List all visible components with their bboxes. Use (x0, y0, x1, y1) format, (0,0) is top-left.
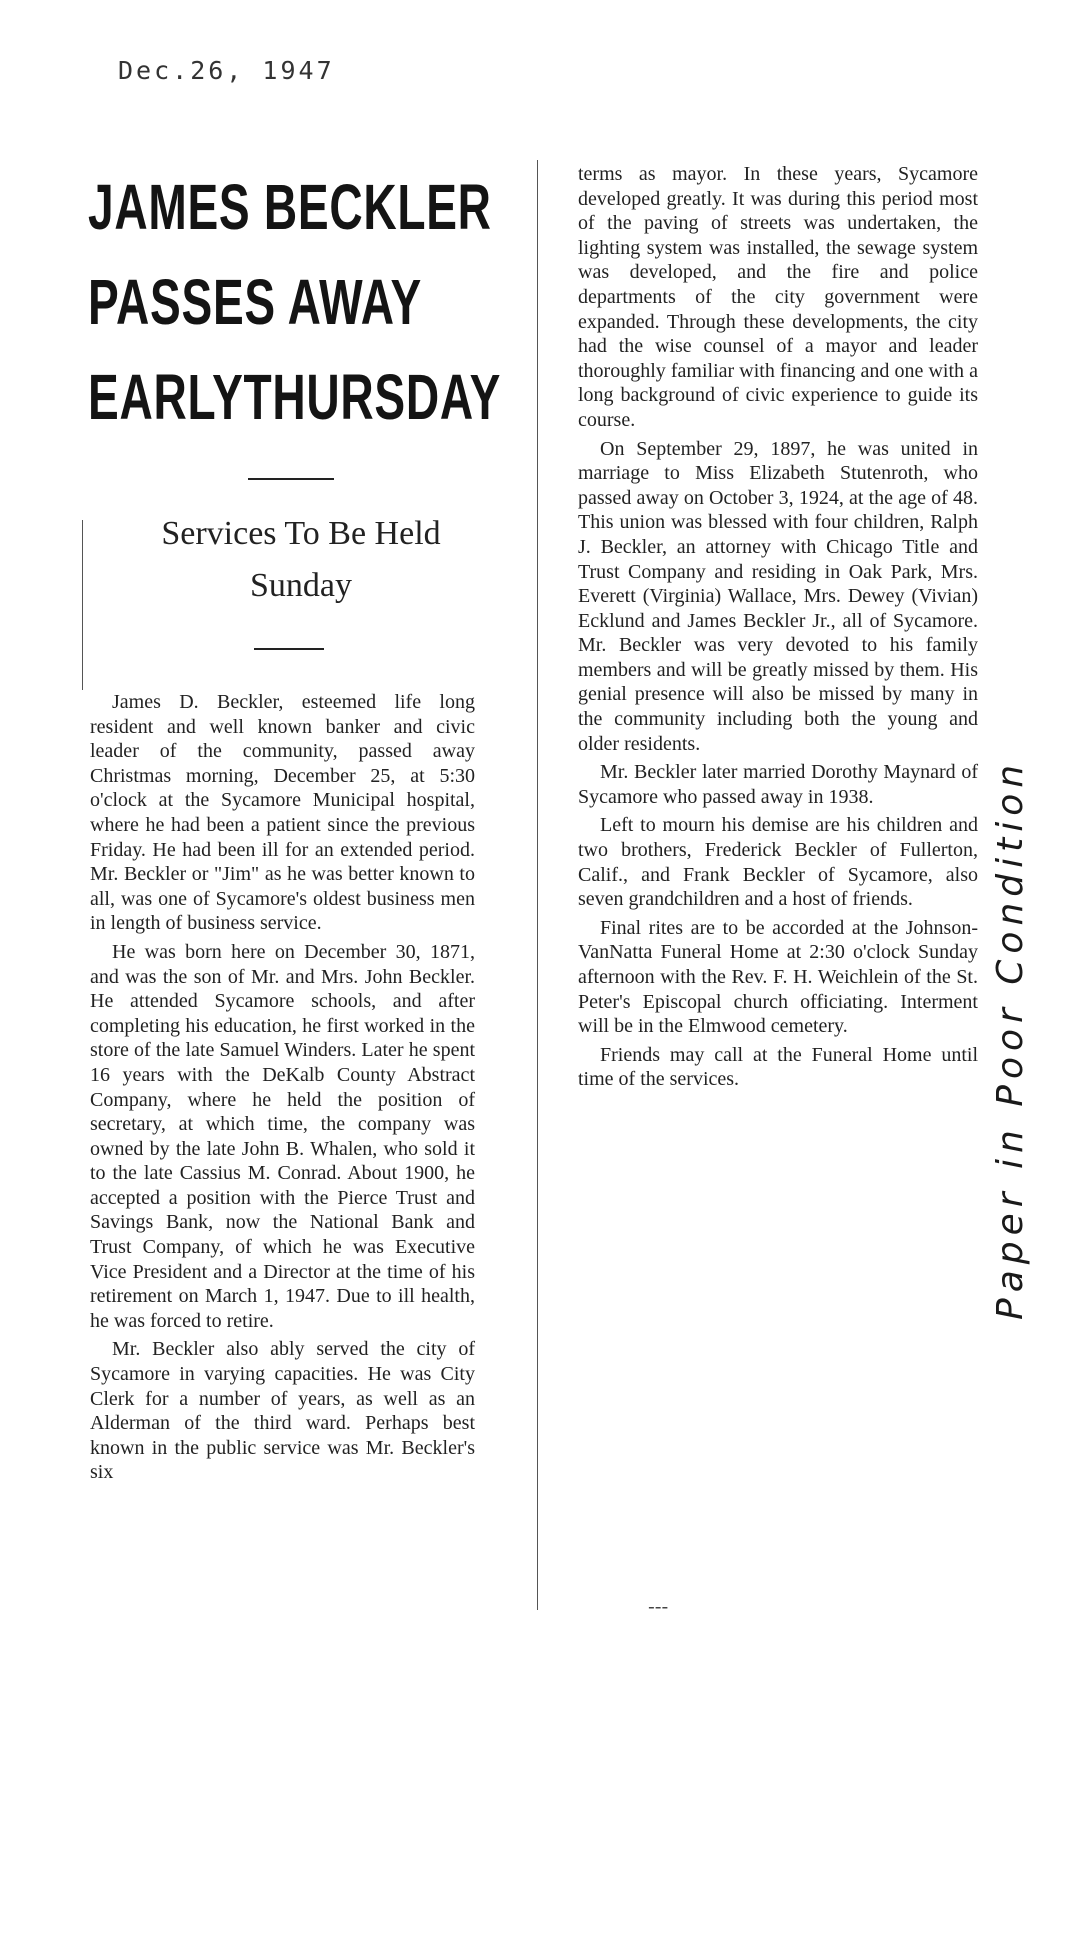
paragraph: Mr. Beckler also ably served the city of Sycamore in varying capacities. He was City Clerk for a number of years, as well as an Alderman of the third ward. Perhaps best known in the public service was Mr. Beckler's six (90, 1338, 475, 1484)
headline-line-1: JAMES BECKLER (88, 171, 492, 243)
paragraph: Left to mourn his demise are his children and two brothers, Frederick Beckler of Fullerton, Calif., and Frank Beckler of Sycamore, also seven grandchildren and a host of friends. (578, 814, 978, 911)
paragraph: terms as mayor. In these years, Sycamore developed greatly. It was during this period most of the paving of streets was undertaken, the lighting system was installed, the sewage system was developed, and the fire and police departments of the city government were expanded. Through these developments, the city had the wise counsel of a mayor and leader thoroughly familiar with financing and one with a long background of civic experience to guide its course. (578, 163, 978, 431)
headline-line-2: PASSES AWAY (88, 266, 423, 338)
headline-divider (248, 478, 334, 480)
handwritten-note: Paper in Poor Condition (990, 758, 1031, 1320)
left-column-rule (82, 520, 83, 690)
article-column-2 (578, 162, 978, 1092)
column-separator-rule (537, 160, 538, 1610)
subheadline (86, 508, 516, 612)
paragraph: Final rites are to be accorded at the Johnson-VanNatta Funeral Home at 2:30 o'clock Sunday afternoon with the Rev. F. H. Weichlein of the St. Peter's Episcopal church officiating. Interment will be in the Elmwood cemetery. (578, 916, 978, 1038)
paragraph: On September 29, 1897, he was united in marriage to Miss Elizabeth Stutenroth, who passed away on October 3, 1924, at the age of 48. This union was blessed with four children, Ralph J. Beckler, an attorney with Chicago Title and Trust Company and residing in Oak Park, Mrs. Everett (Virginia) Wallace, Mrs. Dewey (Vivian) Ecklund and James Beckler Jr., all of Sycamore. Mr. Beckler was very devoted to his family members and will be greatly missed by them. His genial presence will also be missed by many in the community including both the young and older residents. (578, 437, 978, 755)
clipping-date: Dec.26, 1947 (118, 56, 335, 85)
end-mark: --- (648, 1594, 669, 1618)
subheadline-line-1: Services To Be Held (161, 515, 441, 552)
paragraph: He was born here on December 30, 1871, and was the son of Mr. and Mrs. John Beckler. He attended Sycamore schools, and after completing his education, he first worked in the store of the late Samuel Winders. Later he spent 16 years with the DeKalb County Abstract Company, where he held the position of secretary, at which time, the company was owned by the late John B. Whalen, who sold it to the late Cassius M. Conrad. About 1900, he accepted a position with the Pierce Trust and Savings Bank, now the National Bank and Trust Company, of which he was Executive Vice President and a Director at the time of his retirement on March 1, 1947. Due to ill health, he was forced to retire. (90, 940, 475, 1332)
paragraph: James D. Beckler, esteemed life long resident and well known banker and civic leader of the community, passed away Christmas morning, December 25, at 5:30 o'clock at the Sycamore Municipal hospital, where he had been a patient since the previous Friday. He had been ill for an extended period. Mr. Beckler or "Jim" as he was better known to all, was one of Sycamore's oldest business men in length of business service. (90, 691, 475, 935)
headline-line-3: EARLYTHURSDAY (88, 361, 502, 433)
paragraph: Mr. Beckler later married Dorothy Maynard of Sycamore who passed away in 1938. (578, 761, 978, 808)
headline (88, 160, 502, 445)
article-column-1 (90, 690, 475, 1485)
subheadline-line-2: Sunday (250, 567, 352, 604)
subhead-divider (254, 648, 324, 650)
paragraph: Friends may call at the Funeral Home until time of the services. (578, 1043, 978, 1091)
